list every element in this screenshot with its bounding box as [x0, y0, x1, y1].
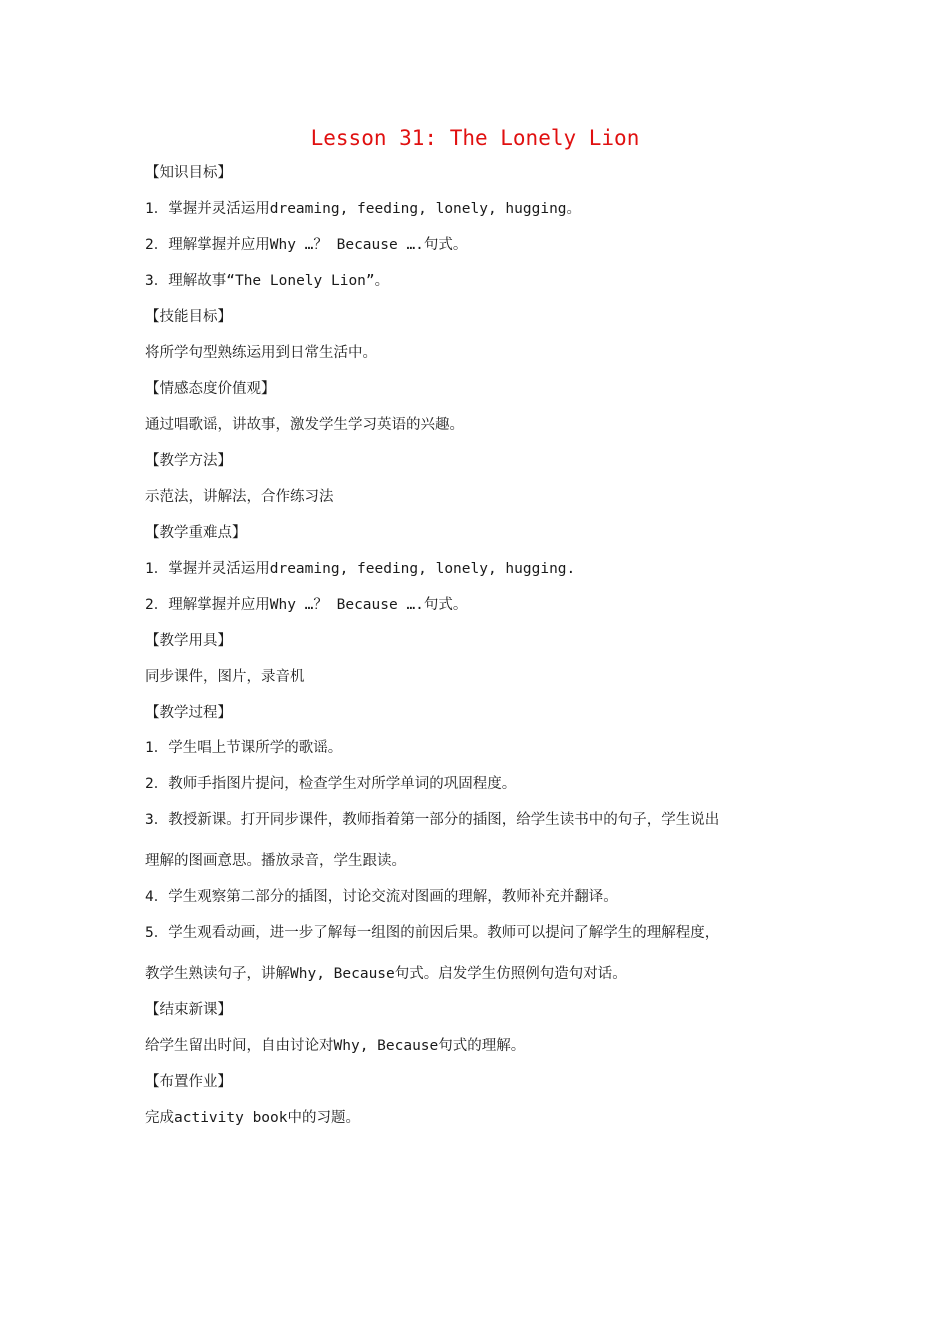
section-heading-teaching-process: 【教学过程】: [145, 705, 232, 721]
closing-text: 给学生留出时间，自由讨论对Why, Because句式的理解。: [145, 1038, 526, 1054]
process-step: 3．教授新课。打开同步课件，教师指着第一部分的插图，给学生读书中的句子，学生说出: [145, 812, 720, 828]
section-heading-teaching-aids: 【教学用具】: [145, 633, 232, 649]
knowledge-goal-item: 2．理解掌握并应用Why …？ Because ….句式。: [145, 237, 468, 253]
section-heading-key-points: 【教学重难点】: [145, 525, 247, 541]
section-heading-attitude-values: 【情感态度价值观】: [145, 381, 276, 397]
section-heading-teaching-methods: 【教学方法】: [145, 453, 232, 469]
teaching-aids-text: 同步课件，图片，录音机: [145, 669, 305, 685]
knowledge-goal-item: 1．掌握并灵活运用dreaming, feeding, lonely, hugging。: [145, 201, 582, 217]
process-step: 5．学生观看动画，进一步了解每一组图的前因后果。教师可以提问了解学生的理解程度，: [145, 925, 720, 941]
page-title: Lesson 31: The Lonely Lion: [310, 126, 640, 150]
attitude-values-text: 通过唱歌谣，讲故事，激发学生学习英语的兴趣。: [145, 417, 464, 433]
skill-goal-text: 将所学句型熟练运用到日常生活中。: [145, 345, 377, 361]
process-step: 1．学生唱上节课所学的歌谣。: [145, 740, 343, 756]
section-heading-homework: 【布置作业】: [145, 1074, 232, 1090]
process-step-continuation: 教学生熟读句子，讲解Why, Because句式。启发学生仿照例句造句对话。: [145, 966, 627, 982]
process-step: 4．学生观察第二部分的插图，讨论交流对图画的理解，教师补充并翻译。: [145, 889, 618, 905]
homework-text: 完成activity book中的习题。: [145, 1110, 360, 1126]
process-step: 2．教师手指图片提问，检查学生对所学单词的巩固程度。: [145, 776, 517, 792]
key-point-item: 2．理解掌握并应用Why …？ Because ….句式。: [145, 597, 468, 613]
section-heading-skill-goals: 【技能目标】: [145, 309, 232, 325]
section-heading-closing: 【结束新课】: [145, 1002, 232, 1018]
knowledge-goal-item: 3．理解故事“The Lonely Lion”。: [145, 273, 390, 289]
teaching-methods-text: 示范法，讲解法，合作练习法: [145, 489, 334, 505]
process-step-continuation: 理解的图画意思。播放录音，学生跟读。: [145, 853, 406, 869]
key-point-item: 1．掌握并灵活运用dreaming, feeding, lonely, hugging.: [145, 561, 576, 577]
section-heading-knowledge-goals: 【知识目标】: [145, 165, 232, 181]
